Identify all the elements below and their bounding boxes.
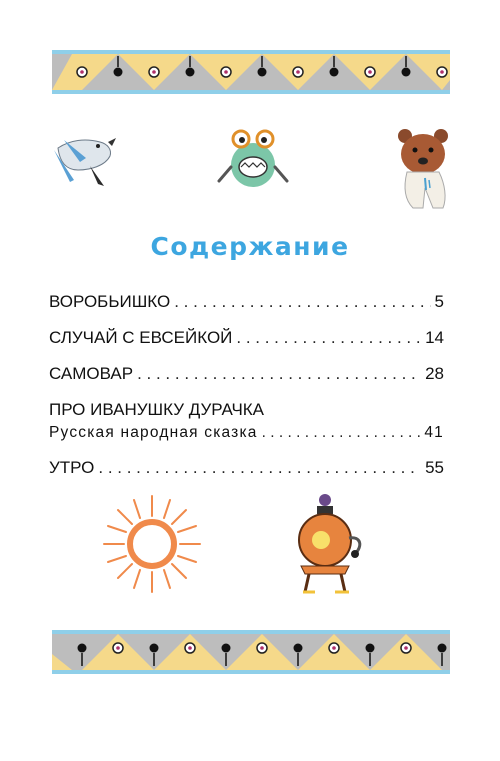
toc-entry-page: 41 (424, 424, 444, 441)
sun-illustration (100, 492, 205, 597)
dot-leader (98, 458, 421, 478)
dot-leader (174, 292, 430, 312)
toc-entry-title: УТРО (49, 458, 95, 477)
top-decorative-border (52, 50, 450, 94)
dot-leader (236, 328, 421, 348)
toc-entry-vorobyishko[interactable] (49, 292, 444, 312)
toc-entry-utro[interactable] (49, 458, 444, 478)
page-title: Содержание (150, 232, 350, 261)
toc-entry-ivanushka[interactable] (49, 424, 444, 442)
toc-entry-title: ВОРОБЬИШКО (49, 292, 171, 311)
samovar-illustration (295, 492, 367, 598)
dot-leader (137, 364, 421, 384)
toc-entry-page: 14 (425, 328, 444, 347)
toc-entry-samovar[interactable] (49, 364, 444, 384)
sparrow-illustration (50, 130, 120, 192)
toc-entry-title: СЛУЧАЙ С ЕВСЕЙКОЙ (49, 328, 233, 347)
toc-entry-title: САМОВАР (49, 364, 134, 383)
bottom-decorative-border (52, 630, 450, 674)
toc-entry-page: 55 (425, 458, 444, 477)
toc-entry-page: 5 (434, 292, 444, 311)
toc-entry-subtitle: Русская народная сказка (49, 424, 258, 441)
toc-entry-ivanushka-title[interactable]: ПРО ИВАНУШКУ ДУРАЧКА (49, 400, 265, 419)
monster-illustration (213, 127, 293, 195)
toc-entry-page: 28 (425, 364, 444, 383)
toc-entry-sluchai[interactable] (49, 328, 444, 348)
dot-leader (262, 424, 421, 442)
bear-illustration (395, 128, 457, 214)
